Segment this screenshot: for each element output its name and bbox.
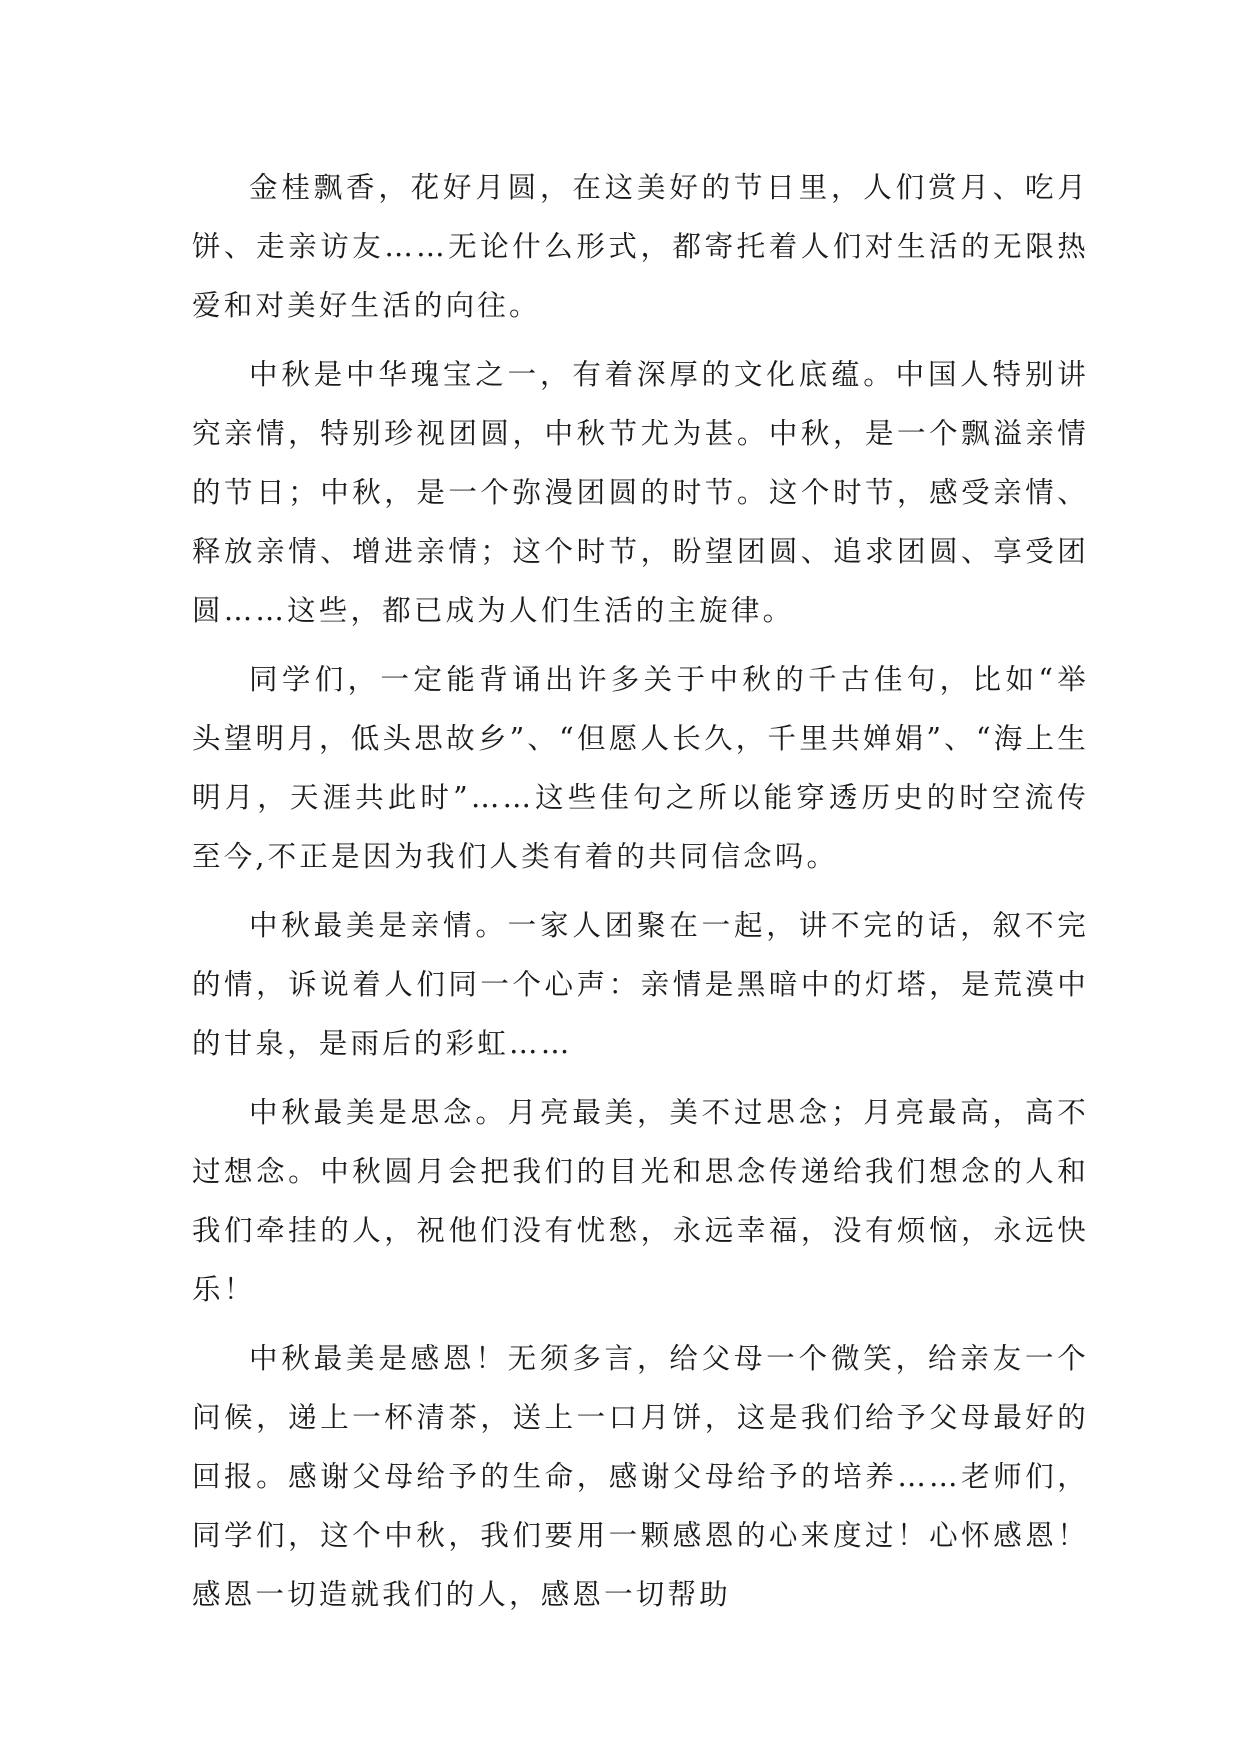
paragraph-1: 金桂飘香，花好月圆，在这美好的节日里，人们赏月、吃月饼、走亲访友……无论什么形式，都寄托着人们对生活的无限热爱和对美好生活的向往。 (192, 171, 1089, 322)
paragraph-4: 中秋最美是亲情。一家人团聚在一起，讲不完的话，叙不完的情，诉说着人们同一个心声：亲情是黑暗中的灯塔，是荒漠中的甘泉，是雨后的彩虹…… (192, 909, 1089, 1060)
paragraph-5: 中秋最美是思念。月亮最美，美不过思念；月亮最高，高不过想念。中秋圆月会把我们的目光和思念传递给我们想念的人和我们牵挂的人，祝他们没有忧愁，永远幸福，没有烦恼，永远快乐！ (192, 1096, 1089, 1306)
paragraph-2: 中秋是中华瑰宝之一，有着深厚的文化底蕴。中国人特别讲究亲情，特别珍视团圆，中秋节尤为甚。中秋，是一个飘溢亲情的节日；中秋，是一个弥漫团圆的时节。这个时节，感受亲情、释放亲情、增进亲情；这个时节，盼望团圆、追求团圆、享受团圆……这些，都已成为人们生活的主旋律。 (192, 358, 1089, 627)
paragraph-6: 中秋最美是感恩！无须多言，给父母一个微笑，给亲友一个问候，递上一杯清茶，送上一口月饼，这是我们给予父母最好的回报。感谢父母给予的生命，感谢父母给予的培养……老师们，同学们，这个中秋，我们要用一颗感恩的心来度过！心怀感恩！感恩一切造就我们的人，感恩一切帮助 (192, 1342, 1089, 1611)
paragraph-3: 同学们，一定能背诵出许多关于中秋的千古佳句，比如“举头望明月，低头思故乡”、“但愿人长久，千里共婵娟”、“海上生明月，天涯共此时”……这些佳句之所以能穿透历史的时空流传至今,不正是因为我们人类有着的共同信念吗。 (192, 663, 1089, 873)
